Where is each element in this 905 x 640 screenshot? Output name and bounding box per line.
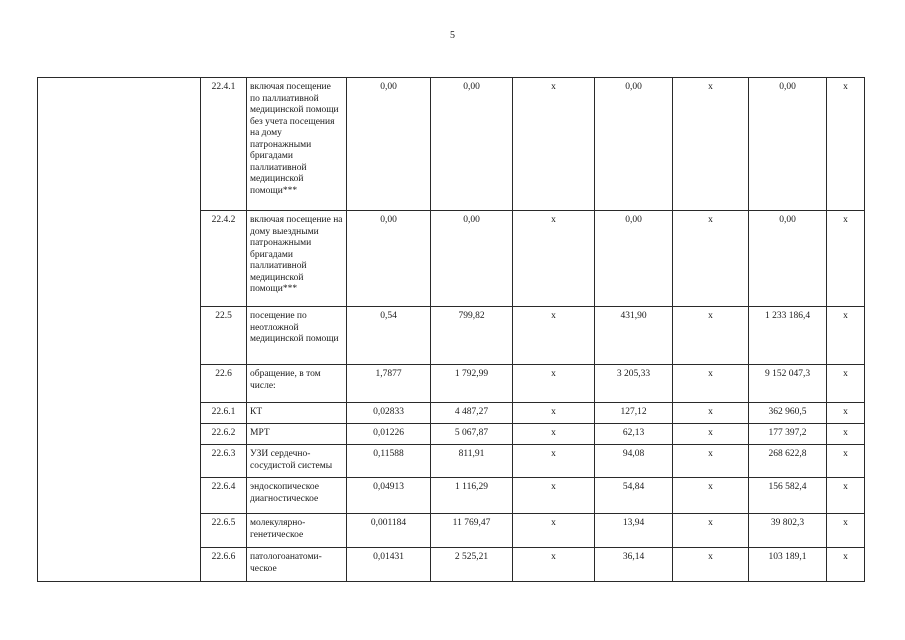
row-name: посещение по неотложной медицинской помощи [247, 307, 347, 365]
row-code: 22.4.1 [201, 78, 247, 211]
cell-value: 0,02833 [347, 403, 431, 424]
cell-value: 1 233 186,4 [749, 307, 827, 365]
cell-value: x [513, 445, 595, 478]
cell-value: x [827, 78, 865, 211]
cell-value: x [673, 78, 749, 211]
cell-value: 54,84 [595, 478, 673, 514]
cell-value: 0,00 [347, 211, 431, 307]
cell-value: 0,00 [595, 211, 673, 307]
cell-value: 0,01431 [347, 548, 431, 582]
cell-value: x [673, 403, 749, 424]
cell-value: 431,90 [595, 307, 673, 365]
cell-value: 1 116,29 [431, 478, 513, 514]
cell-value: 103 189,1 [749, 548, 827, 582]
cell-value: 2 525,21 [431, 548, 513, 582]
cell-value: x [673, 478, 749, 514]
cell-value: 9 152 047,3 [749, 365, 827, 403]
row-code: 22.6.5 [201, 514, 247, 548]
row-name: КТ [247, 403, 347, 424]
cell-value: x [673, 445, 749, 478]
cell-value: 0,00 [431, 211, 513, 307]
cell-value: x [827, 424, 865, 445]
row-code: 22.6.1 [201, 403, 247, 424]
cell-value: x [513, 548, 595, 582]
cell-value: x [513, 365, 595, 403]
cell-value: x [827, 514, 865, 548]
cell-value: x [673, 365, 749, 403]
cell-value: 156 582,4 [749, 478, 827, 514]
cell-value: x [673, 424, 749, 445]
cell-value: 36,14 [595, 548, 673, 582]
cell-value: 799,82 [431, 307, 513, 365]
cell-value: x [827, 211, 865, 307]
cell-value: x [673, 548, 749, 582]
cell-value: 0,00 [749, 211, 827, 307]
row-name: молекулярно-генетическое [247, 514, 347, 548]
cell-value: x [513, 211, 595, 307]
cell-value: 0,04913 [347, 478, 431, 514]
cell-value: 0,001184 [347, 514, 431, 548]
cell-value: 1 792,99 [431, 365, 513, 403]
cell-value: x [827, 478, 865, 514]
cell-value: 0,00 [595, 78, 673, 211]
cell-value: x [673, 514, 749, 548]
cell-value: x [513, 78, 595, 211]
cell-value: 94,08 [595, 445, 673, 478]
cell-value: x [827, 365, 865, 403]
cell-value: x [513, 478, 595, 514]
row-name: включая посещение на дому выездными патронажными бригадами паллиативной медицинской помощи*** [247, 211, 347, 307]
page-number: 5 [450, 30, 455, 41]
row-name: МРТ [247, 424, 347, 445]
cell-value: 268 622,8 [749, 445, 827, 478]
row-name: УЗИ сердечно-сосудистой системы [247, 445, 347, 478]
cell-value: 0,11588 [347, 445, 431, 478]
cell-value: 5 067,87 [431, 424, 513, 445]
row-code: 22.6.4 [201, 478, 247, 514]
row-name: патологоанатоми-ческое [247, 548, 347, 582]
cell-value: 62,13 [595, 424, 673, 445]
cell-value: 1,7877 [347, 365, 431, 403]
cell-value: x [513, 514, 595, 548]
cell-value: x [827, 548, 865, 582]
data-table [37, 77, 865, 582]
row-code: 22.6.2 [201, 424, 247, 445]
cell-value: x [827, 307, 865, 365]
row-name: включая посещение по паллиативной медицинской помощи без учета посещения на дому патронажными бригадами паллиативной медицинской помощи*** [247, 78, 347, 211]
empty-merged-cell [38, 78, 201, 582]
cell-value: 0,01226 [347, 424, 431, 445]
row-code: 22.4.2 [201, 211, 247, 307]
cell-value: x [513, 403, 595, 424]
cell-value: 4 487,27 [431, 403, 513, 424]
cell-value: x [513, 424, 595, 445]
cell-value: x [513, 307, 595, 365]
row-name: эндоскопическое диагностическое [247, 478, 347, 514]
cell-value: 0,00 [347, 78, 431, 211]
cell-value: 3 205,33 [595, 365, 673, 403]
row-code: 22.6.6 [201, 548, 247, 582]
cell-value: 811,91 [431, 445, 513, 478]
row-code: 22.5 [201, 307, 247, 365]
cell-value: x [673, 307, 749, 365]
row-code: 22.6 [201, 365, 247, 403]
cell-value: 177 397,2 [749, 424, 827, 445]
cell-value: 362 960,5 [749, 403, 827, 424]
row-name: обращение, в том числе: [247, 365, 347, 403]
cell-value: x [827, 403, 865, 424]
cell-value: 0,54 [347, 307, 431, 365]
cell-value: 0,00 [431, 78, 513, 211]
cell-value: 11 769,47 [431, 514, 513, 548]
cell-value: 39 802,3 [749, 514, 827, 548]
cell-value: 13,94 [595, 514, 673, 548]
cell-value: 0,00 [749, 78, 827, 211]
cell-value: x [673, 211, 749, 307]
cell-value: x [827, 445, 865, 478]
row-code: 22.6.3 [201, 445, 247, 478]
table-row [38, 78, 865, 211]
cell-value: 127,12 [595, 403, 673, 424]
